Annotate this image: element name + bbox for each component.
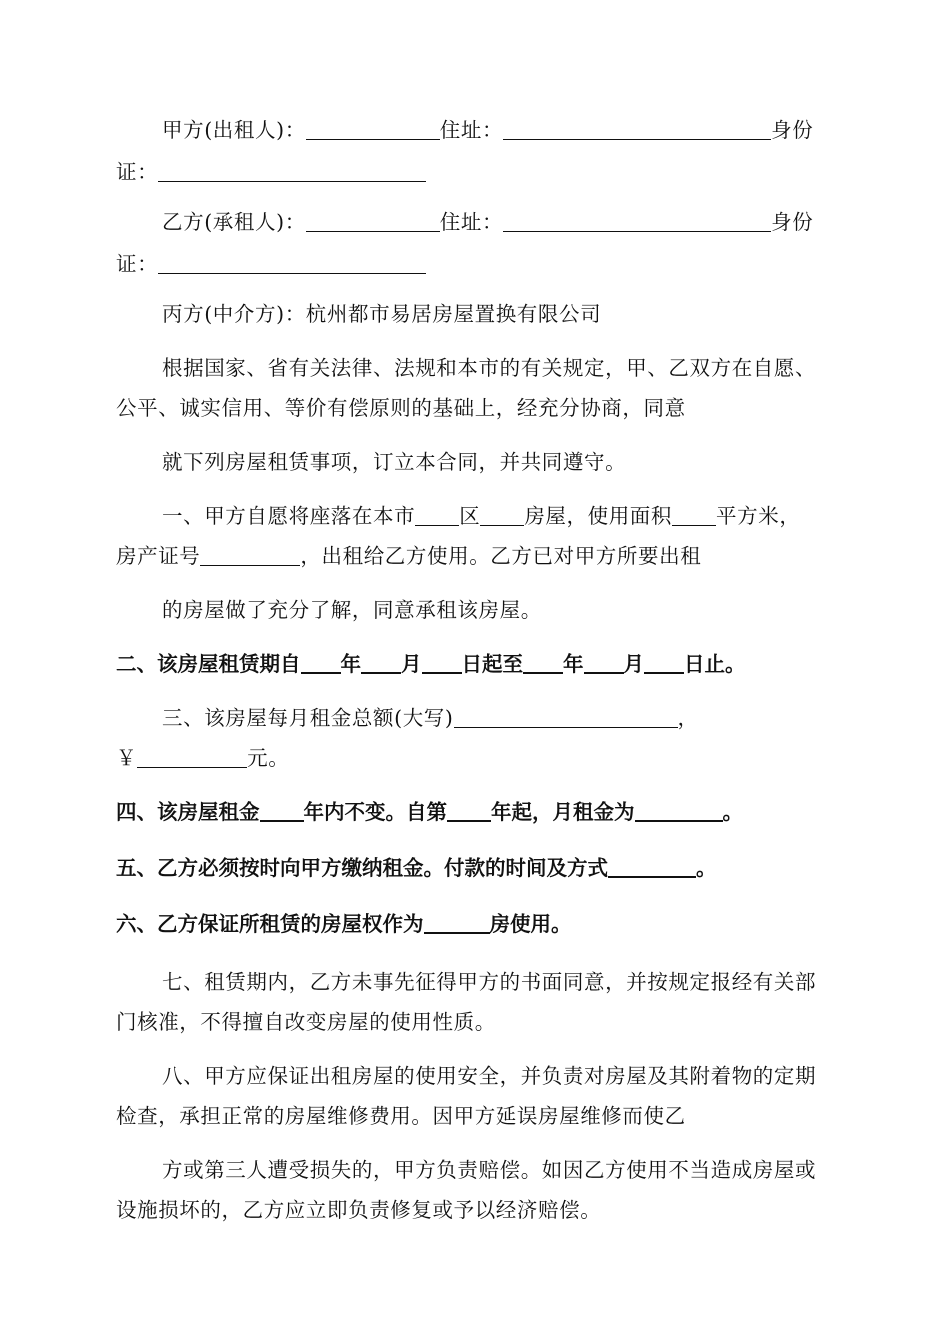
usage-blank bbox=[424, 910, 490, 934]
party-a-line bbox=[116, 110, 834, 150]
clause-1-text-3: 房屋，使用面积 bbox=[524, 504, 673, 528]
clause-4-text-3: 年起，月租金为 bbox=[491, 800, 635, 824]
clause-8-cont: 方或第三人遭受损失的，甲方负责赔偿。如因乙方使用不当造成房屋或设施损坏的，乙方应立即负责修复或予以经济赔偿。 bbox=[116, 1158, 817, 1222]
clause-2-to: 日止。 bbox=[684, 652, 746, 676]
clause-4-text-1: 四、该房屋租金 bbox=[116, 800, 260, 824]
party-a-label: 甲方(出租人)： bbox=[162, 118, 306, 142]
clause-3-yuan: 元。 bbox=[247, 746, 290, 770]
start-day-blank bbox=[422, 650, 462, 674]
clause-4-text-2: 年内不变。自第 bbox=[303, 800, 447, 824]
rent-words-blank bbox=[454, 705, 678, 728]
district-blank bbox=[415, 503, 459, 526]
preamble-2: 就下列房屋租赁事项，订立本合同，并共同遵守。 bbox=[162, 450, 627, 474]
clause-1 bbox=[116, 496, 834, 536]
clause-1-text-1: 一、甲方自愿将座落在本市 bbox=[162, 504, 416, 528]
rent-amount-blank bbox=[137, 745, 247, 768]
new-rent-blank bbox=[635, 798, 723, 822]
clause-2-month-2: 月 bbox=[623, 652, 644, 676]
clause-8: 八、甲方应保证出租房屋的使用安全，并负责对房屋及其附着物的定期检查，承担正常的房屋维修费用。因甲方延误房屋维修而使乙 bbox=[116, 1064, 817, 1128]
party-a-id-label-2: 证： bbox=[116, 160, 159, 184]
clause-2-text-1: 二、该房屋租赁期自 bbox=[116, 652, 301, 676]
clause-3-line-2 bbox=[116, 738, 834, 778]
party-a-id-label-1: 身份 bbox=[771, 118, 814, 142]
party-a-address-label: 住址： bbox=[439, 118, 504, 142]
party-b-name-blank bbox=[306, 209, 440, 232]
clause-5-text-2: 。 bbox=[696, 856, 717, 880]
party-b-id-label-1: 身份 bbox=[771, 210, 814, 234]
clause-1-line-2 bbox=[116, 536, 834, 576]
clause-3-comma: ， bbox=[677, 706, 699, 730]
party-b-address-blank bbox=[503, 209, 771, 232]
party-b-id-line bbox=[116, 244, 834, 284]
clause-6-text-2: 房使用。 bbox=[489, 912, 572, 936]
clause-5-text-1: 五、乙方必须按时向甲方缴纳租金。付款的时间及方式 bbox=[116, 856, 608, 880]
clause-1-text-5: 房产证号 bbox=[116, 544, 201, 568]
party-a-id-line bbox=[116, 152, 834, 192]
area-blank bbox=[672, 503, 716, 526]
party-a-address-blank bbox=[503, 117, 771, 140]
end-year-blank bbox=[523, 650, 563, 674]
clause-3 bbox=[116, 698, 834, 738]
end-month-blank bbox=[584, 650, 624, 674]
party-b-label: 乙方(承租人)： bbox=[162, 210, 306, 234]
party-b-line bbox=[116, 202, 834, 242]
party-b-id-blank bbox=[158, 251, 426, 274]
party-b-id-label-2: 证： bbox=[116, 252, 159, 276]
party-b-address-label: 住址： bbox=[439, 210, 504, 234]
start-year-blank bbox=[301, 650, 341, 674]
payment-method-blank bbox=[608, 854, 696, 878]
clause-1-text-4: 平方米， bbox=[716, 504, 801, 528]
clause-1-cont: 的房屋做了充分了解，同意承租该房屋。 bbox=[162, 598, 542, 622]
certificate-blank bbox=[200, 543, 300, 566]
clause-4 bbox=[116, 792, 834, 832]
clause-3-text: 三、该房屋每月租金总额(大写) bbox=[162, 706, 454, 730]
party-c-line: 丙方(中介方)：杭州都市易居房屋置换有限公司 bbox=[162, 302, 602, 326]
start-month-blank bbox=[361, 650, 401, 674]
clause-2 bbox=[116, 644, 834, 684]
clause-6-text-1: 六、乙方保证所租赁的房屋权作为 bbox=[116, 912, 424, 936]
party-a-name-blank bbox=[306, 117, 440, 140]
clause-5 bbox=[116, 848, 834, 888]
preamble: 根据国家、省有关法律、法规和本市的有关规定，甲、乙双方在自愿、公平、诚实信用、等价有偿原则的基础上，经充分协商，同意 bbox=[116, 356, 817, 420]
from-year-blank bbox=[447, 798, 491, 822]
house-blank bbox=[480, 503, 524, 526]
clause-1-text-6: ，出租给乙方使用。乙方已对甲方所要出租 bbox=[300, 544, 702, 568]
clause-2-year-1: 年 bbox=[340, 652, 361, 676]
end-day-blank bbox=[644, 650, 684, 674]
yen-sign: ￥ bbox=[116, 746, 138, 770]
party-a-id-blank bbox=[158, 159, 426, 182]
clause-1-text-2: 区 bbox=[459, 504, 481, 528]
clause-4-text-4: 。 bbox=[722, 800, 743, 824]
fixed-years-blank bbox=[260, 798, 304, 822]
clause-7: 七、租赁期内，乙方未事先征得甲方的书面同意，并按规定报经有关部门核准，不得擅自改变房屋的使用性质。 bbox=[116, 970, 817, 1034]
clause-2-month-1: 月 bbox=[401, 652, 422, 676]
clause-6 bbox=[116, 904, 834, 944]
clause-2-year-2: 年 bbox=[563, 652, 584, 676]
clause-2-from: 日起至 bbox=[461, 652, 523, 676]
